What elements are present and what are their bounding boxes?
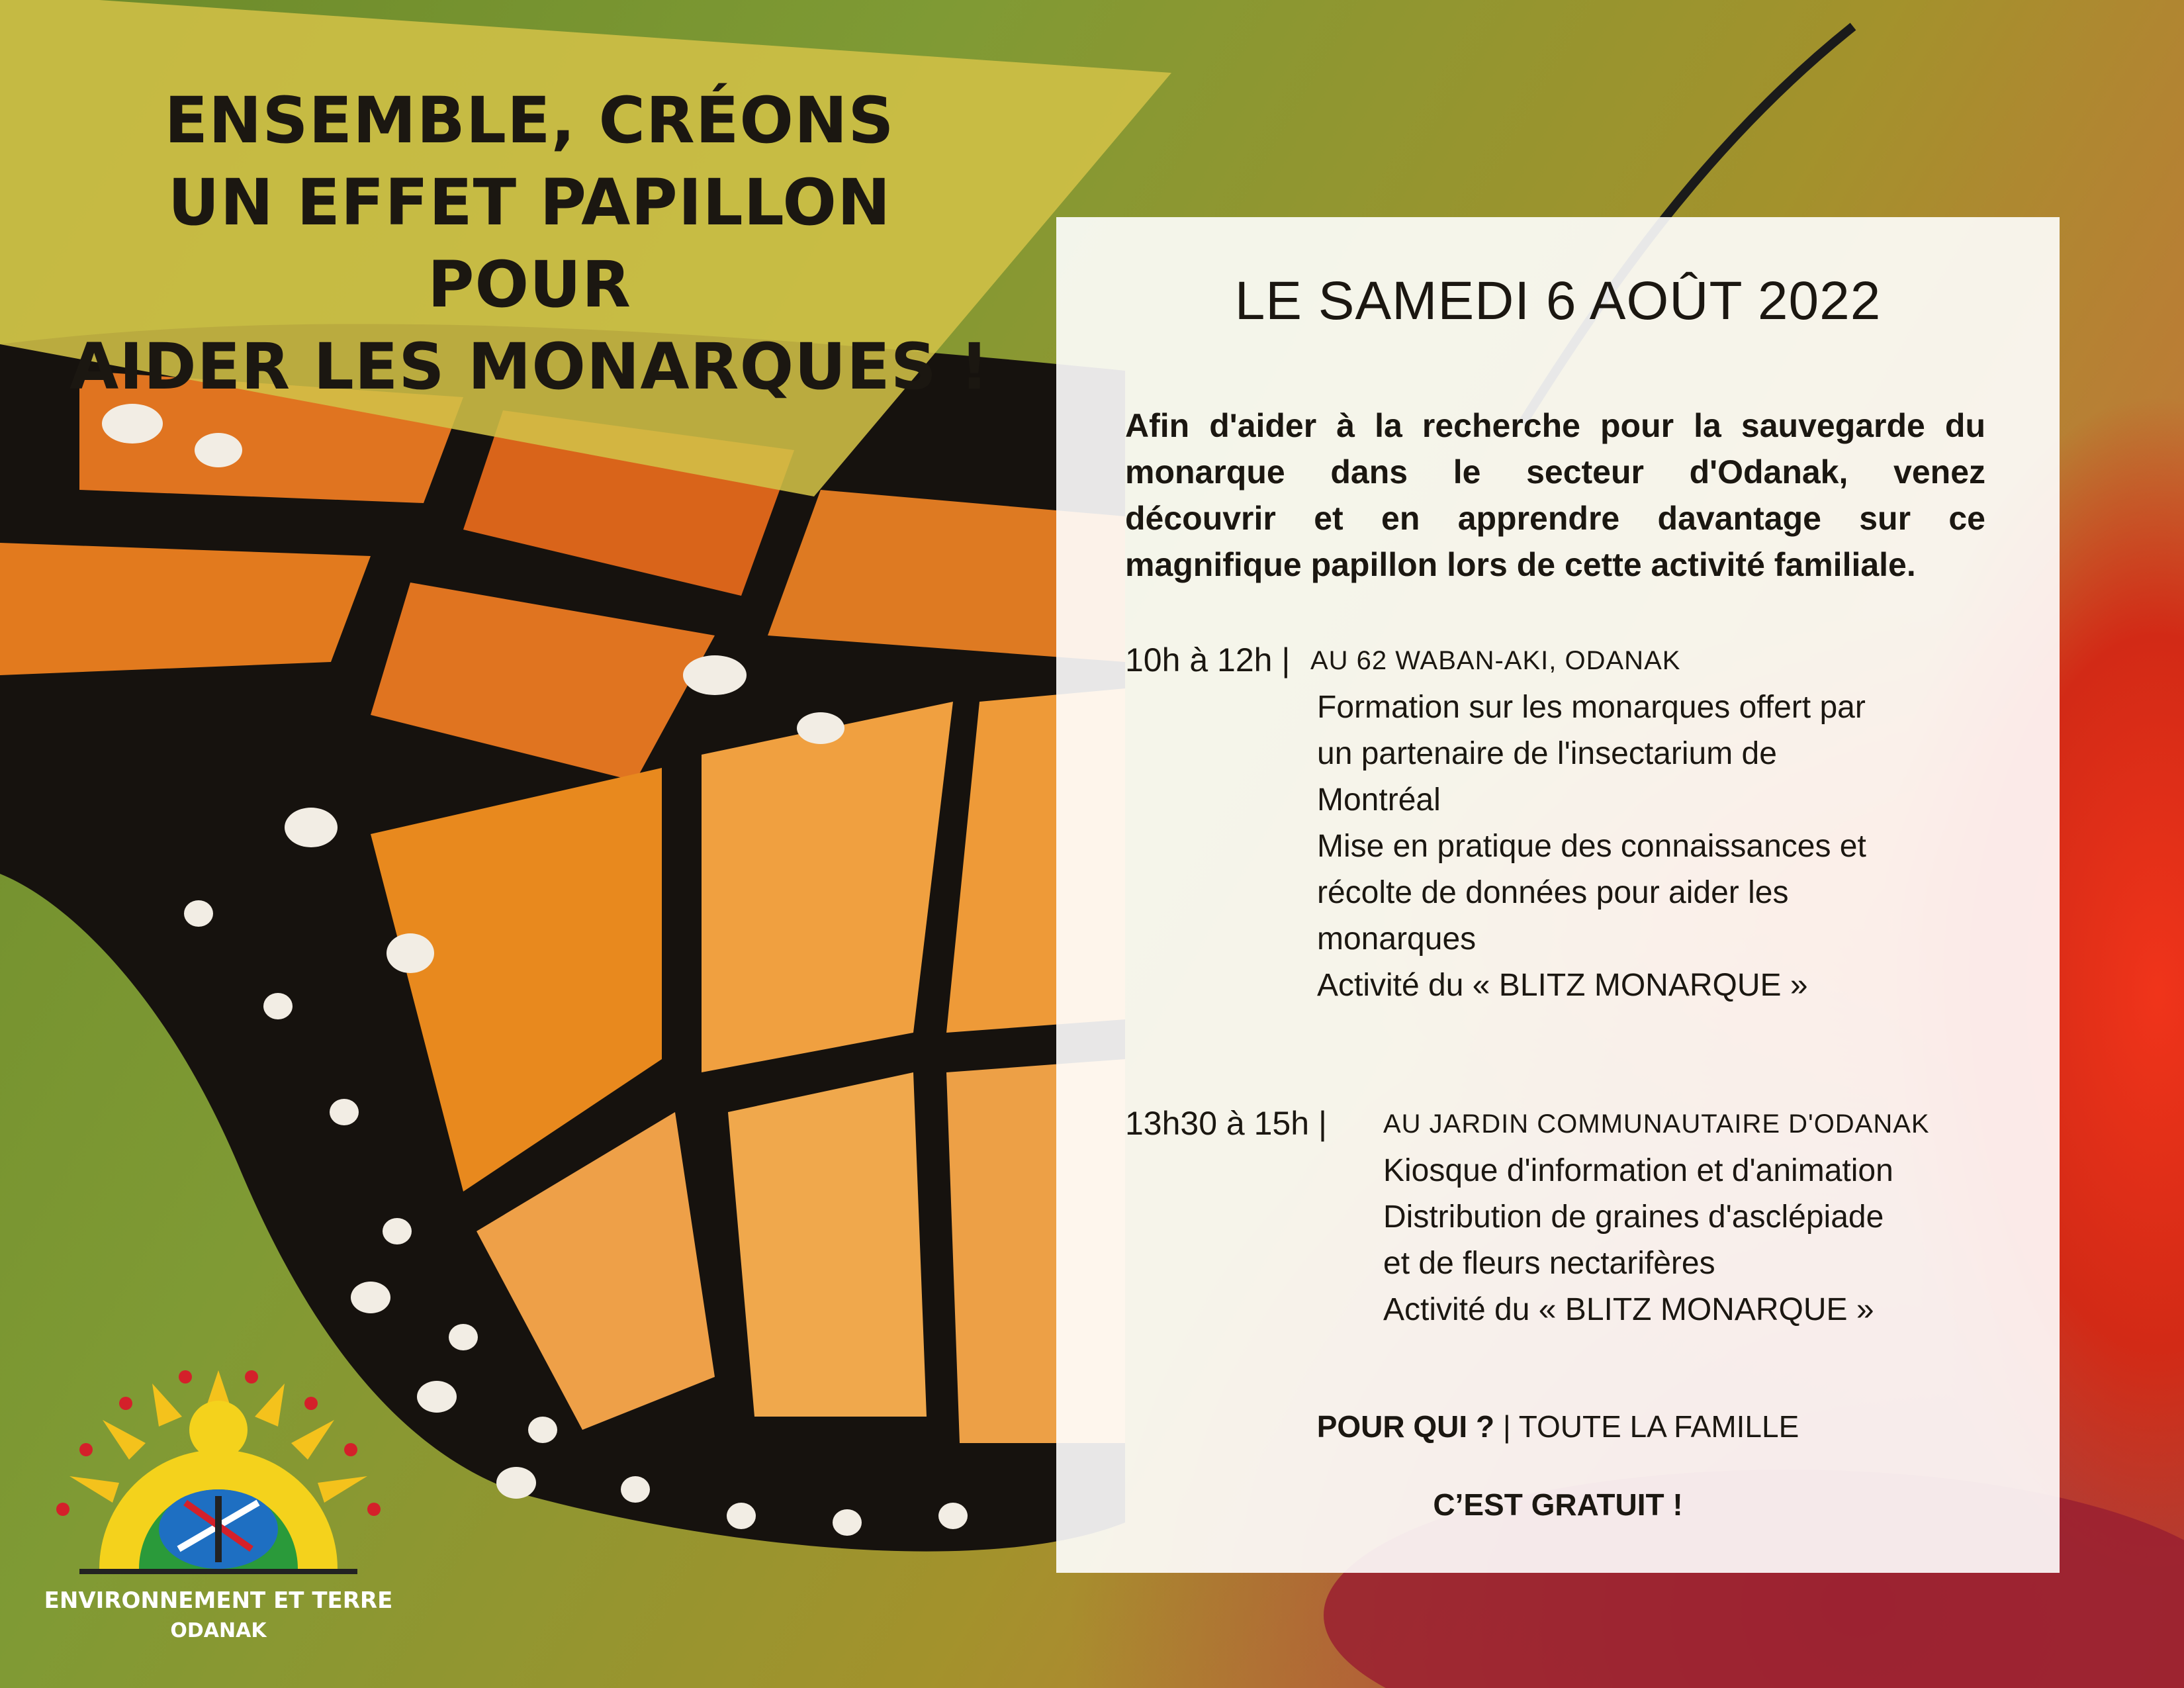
schedule-session-2 [1125,1104,1985,1342]
logo-name: ENVIRONNEMENT ET TERRE [44,1587,393,1614]
session-location: AU JARDIN COMMUNAUTAIRE D'ODANAK [1383,1109,1930,1139]
intro-line: découvrir et en apprendre davantage sur ce [1125,500,1985,537]
headline [66,79,993,408]
activity-line: Mise en pratique des connaissances et [1317,829,1866,864]
headline-line-1: ENSEMBLE, CRÉONS [164,83,895,158]
activity-line: Formation sur les monarques offert par [1317,690,1866,725]
intro-line: Afin d'aider à la recherche pour la sauvegarde du [1125,407,1985,444]
activity-line: et de fleurs nectarifères [1383,1246,1715,1281]
audience [1056,1409,2060,1444]
session-activities [1317,684,1866,1009]
audience-value: | TOUTE LA FAMILLE [1502,1409,1799,1444]
headline-line-3: AIDER LES MONARQUES ! [69,330,990,404]
activity-line: Kiosque d'information et d'animation [1383,1153,1893,1188]
event-info-panel [1056,217,2060,1573]
headline-line-2: UN EFFET PAPILLON POUR [167,165,891,322]
schedule-session-1 [1125,641,1985,1011]
odanak-logo [40,1350,397,1655]
free-admission: C’EST GRATUIT ! [1433,1487,1683,1522]
logo-subtitle: ODANAK [170,1619,267,1642]
session-location: AU 62 WABAN-AKI, ODANAK [1310,646,1681,675]
event-date: LE SAMEDI 6 AOÛT 2022 [1234,271,1882,331]
activity-line: un partenaire de l'insectarium de [1317,736,1777,771]
activity-line: Activité du « BLITZ MONARQUE » [1383,1292,1874,1327]
activity-line: Distribution de graines d'asclépiade [1383,1199,1884,1235]
activity-line: Activité du « BLITZ MONARQUE » [1317,968,1808,1003]
event-intro [1125,402,1985,588]
session-time: 10h à 12h | [1125,641,1291,679]
activity-line: monarques [1317,921,1477,957]
activity-line: Montréal [1317,782,1441,818]
intro-line: monarque dans le secteur d'Odanak, venez [1125,453,1985,491]
intro-line: magnifique papillon lors de cette activité familiale. [1125,546,1916,583]
session-time: 13h30 à 15h | [1125,1105,1327,1142]
turtle-sun-icon [40,1350,397,1589]
activity-line: récolte de données pour aider les [1317,875,1789,910]
session-activities [1383,1148,1893,1333]
audience-label: POUR QUI ? [1316,1409,1495,1444]
